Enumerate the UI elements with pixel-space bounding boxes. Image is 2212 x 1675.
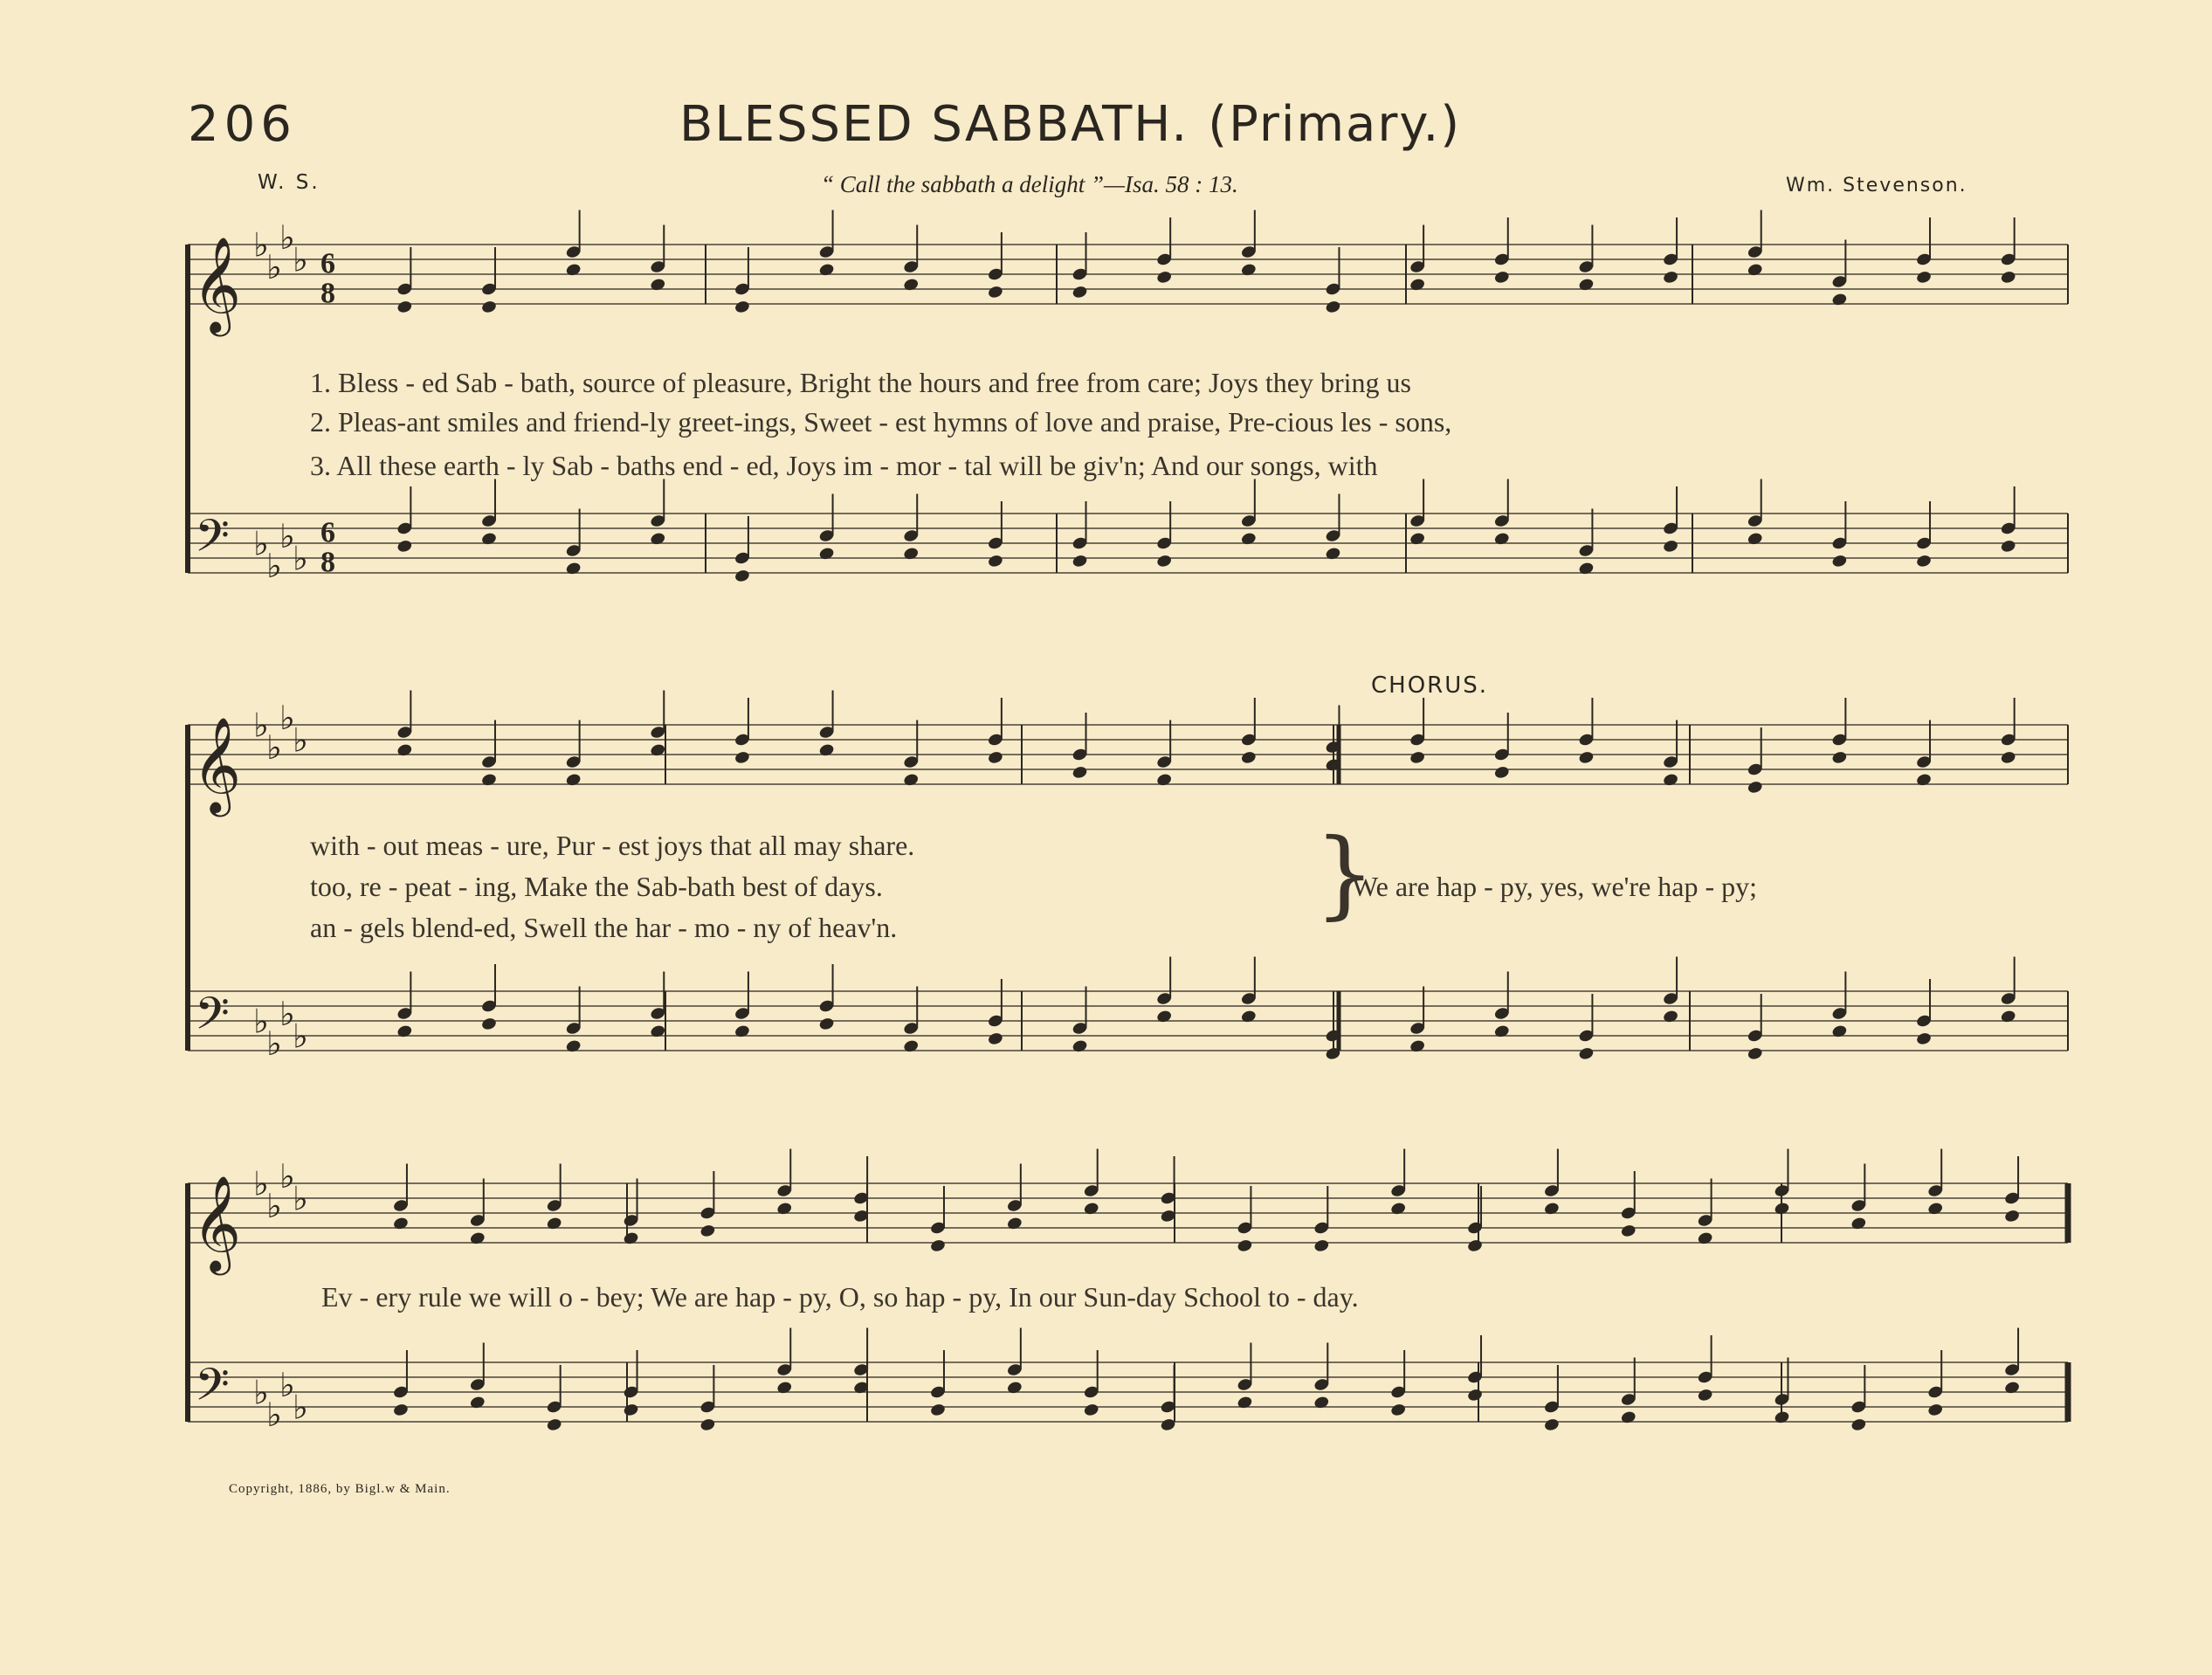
- flat-icon: ♭: [279, 1366, 295, 1405]
- verse-brace: }: [1314, 817, 1375, 929]
- verse-2-line-system-1: 2. Pleas-ant smiles and friend-ly greet-ings, Sweet - est hymns of love and praise, Pre-cious les - sons,: [310, 406, 1452, 438]
- title-text: BLESSED SABBATH.: [679, 96, 1189, 153]
- bass-note: [987, 1031, 1003, 1046]
- time-signature: 8: [320, 277, 335, 310]
- treble-note: [1237, 1238, 1253, 1253]
- chorus-lyric-line: We are hap - py, yes, we're hap - py;: [1352, 871, 1758, 902]
- treble-note: [2000, 750, 2016, 765]
- bass-note: [818, 1017, 835, 1031]
- treble-note: [1325, 300, 1341, 314]
- flat-icon: ♭: [253, 1373, 269, 1412]
- time-signature: 8: [320, 546, 335, 579]
- bass-clef-icon: 𝄢: [195, 987, 230, 1051]
- bass-note: [396, 539, 413, 554]
- bass-note: [699, 1417, 716, 1432]
- verse-2-line-system-2: too, re - peat - ing, Make the Sab-bath best of days.: [310, 871, 883, 902]
- bass-note: [1578, 1046, 1595, 1061]
- flat-icon: ♭: [266, 1187, 282, 1226]
- flat-icon: ♭: [279, 1157, 295, 1196]
- flat-icon: ♭: [293, 240, 308, 279]
- treble-note: [1915, 270, 1932, 285]
- treble-note: [2000, 270, 2016, 285]
- flat-icon: ♭: [279, 699, 295, 738]
- time-signature: 6: [320, 516, 335, 549]
- flat-icon: ♭: [253, 225, 269, 265]
- flat-icon: ♭: [266, 248, 282, 287]
- treble-note: [1663, 270, 1679, 285]
- composer-credit: Wm. Stevenson.: [1786, 175, 1967, 196]
- treble-note: [1578, 750, 1595, 765]
- flat-icon: ♭: [293, 720, 308, 760]
- flat-icon: ♭: [253, 1002, 269, 1041]
- bass-note: [1697, 1388, 1713, 1403]
- chorus-label: CHORUS.: [1371, 672, 1489, 699]
- bass-note: [2000, 539, 2016, 554]
- treble-note: [1240, 750, 1257, 765]
- treble-note: [1156, 270, 1173, 285]
- treble-note: [480, 300, 497, 314]
- flat-icon: ♭: [253, 524, 269, 563]
- bass-note: [1915, 1031, 1932, 1046]
- treble-note: [1313, 1238, 1330, 1253]
- copyright-notice: Copyright, 1886, by Bigl.w & Main.: [229, 1482, 451, 1496]
- verse-1-line-system-1: 1. Bless - ed Sab - bath, source of pleasure, Bright the hours and free from care; Joys they bring us: [310, 367, 1411, 398]
- flat-icon: ♭: [253, 706, 269, 745]
- verse-3-line-system-2: an - gels blend-ed, Swell the har - mo - ny of heav'n.: [310, 912, 898, 943]
- flat-icon: ♭: [293, 539, 308, 578]
- flat-icon: ♭: [266, 1396, 282, 1435]
- treble-note: [734, 750, 750, 765]
- flat-icon: ♭: [279, 517, 295, 556]
- bass-note: [1072, 554, 1088, 569]
- verse-3-line-system-1: 3. All these earth - ly Sab - baths end - ed, Joys im - mor - tal will be giv'n; And our songs, with: [310, 450, 1378, 481]
- bass-note: [1915, 554, 1932, 569]
- bass-note: [623, 1403, 639, 1417]
- treble-note: [396, 300, 413, 314]
- bass-note: [1663, 539, 1679, 554]
- bass-note: [480, 1017, 497, 1031]
- treble-note: [699, 1224, 716, 1238]
- flat-icon: ♭: [293, 1388, 308, 1427]
- bass-note: [987, 554, 1003, 569]
- bass-note: [929, 1403, 946, 1417]
- bass-note: [734, 569, 750, 583]
- bass-note: [392, 1403, 409, 1417]
- treble-note: [1466, 1238, 1483, 1253]
- treble-note: [987, 285, 1003, 300]
- title-subtitle: (Primary.): [1208, 96, 1462, 153]
- treble-note: [1072, 765, 1088, 780]
- treble-clef-icon: 𝄞: [192, 1175, 242, 1272]
- treble-note: [1747, 780, 1763, 795]
- time-signature: 6: [320, 247, 335, 280]
- bass-note: [1156, 554, 1173, 569]
- treble-note: [1493, 270, 1510, 285]
- treble-note: [1409, 750, 1426, 765]
- treble-note: [929, 1238, 946, 1253]
- bass-clef-icon: 𝄢: [195, 1358, 230, 1422]
- bass-note: [1831, 554, 1848, 569]
- bass-note: [1927, 1403, 1944, 1417]
- bass-note: [1083, 1403, 1099, 1417]
- treble-note: [1072, 285, 1088, 300]
- treble-clef-icon: 𝄞: [192, 237, 242, 333]
- flat-icon: ♭: [253, 1164, 269, 1203]
- bass-note: [546, 1417, 562, 1432]
- flat-icon: ♭: [293, 1017, 308, 1056]
- verse-1-line-system-2: with - out meas - ure, Pur - est joys that all may share.: [310, 830, 915, 861]
- treble-clef-icon: 𝄞: [192, 717, 242, 813]
- page-number: 206: [188, 96, 297, 153]
- flat-icon: ♭: [279, 218, 295, 258]
- scripture-epigraph: “ Call the sabbath a delight ”—Isa. 58 : 13.: [821, 171, 1238, 197]
- lyricist-credit: W. S.: [258, 171, 320, 194]
- staff-systems: [188, 210, 2068, 1435]
- treble-note: [1831, 750, 1848, 765]
- treble-note: [1493, 765, 1510, 780]
- bass-note: [1543, 1417, 1560, 1432]
- bass-note: [1390, 1403, 1407, 1417]
- chorus-line-system-3: Ev - ery rule we will o - bey; We are hap - py, O, so hap - py, In our Sun-day School to - day.: [321, 1281, 1359, 1313]
- treble-note: [2003, 1209, 2020, 1224]
- flat-icon: ♭: [266, 1024, 282, 1064]
- treble-note: [987, 750, 1003, 765]
- flat-icon: ♭: [293, 1179, 308, 1218]
- flat-icon: ♭: [266, 547, 282, 586]
- bass-note: [1747, 1046, 1763, 1061]
- flat-icon: ♭: [279, 995, 295, 1034]
- bass-note: [1466, 1388, 1483, 1403]
- bass-clef-icon: 𝄢: [195, 509, 230, 573]
- bass-note: [1850, 1417, 1867, 1432]
- treble-note: [1620, 1224, 1637, 1238]
- flat-icon: ♭: [266, 728, 282, 768]
- treble-note: [734, 300, 750, 314]
